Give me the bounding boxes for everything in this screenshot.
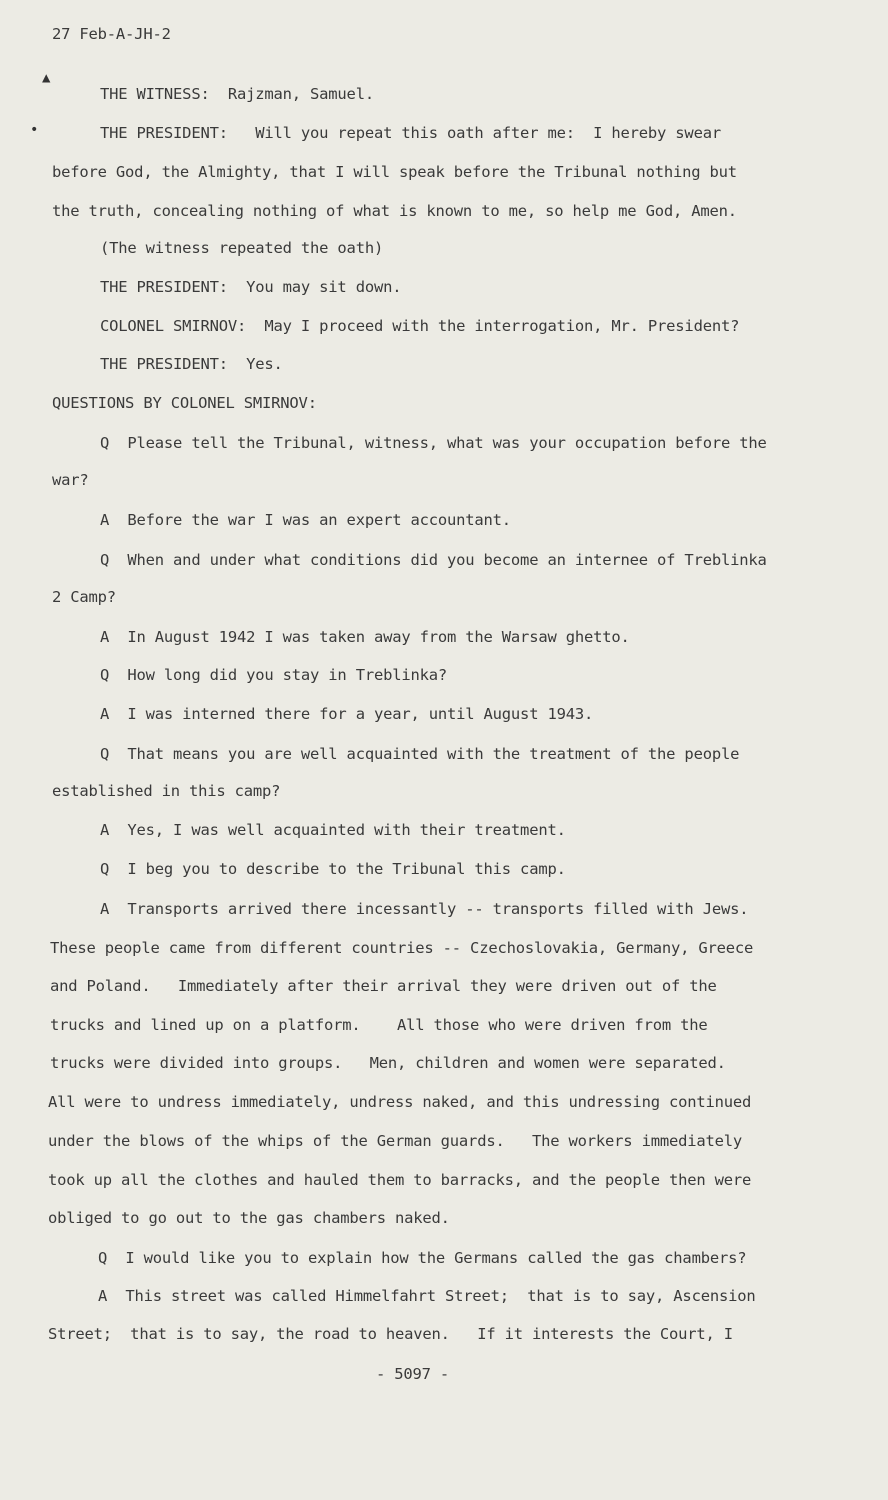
text-line: Q I beg you to describe to the Tribunal this camp. (100, 860, 566, 878)
margin-dot-icon: • (30, 122, 39, 138)
text-line: THE PRESIDENT: You may sit down. (100, 278, 402, 296)
text-line: trucks were divided into groups. Men, children and women were separated. (50, 1054, 726, 1072)
text-line: 2 Camp? (52, 588, 116, 606)
text-line: Q Please tell the Tribunal, witness, what was your occupation before the (100, 434, 767, 452)
text-line: Q When and under what conditions did you become an internee of Treblinka (100, 551, 767, 569)
text-line: These people came from different countries -- Czechoslovakia, Germany, Greece (50, 939, 754, 957)
page-id: 27 Feb-A-JH-2 (52, 25, 171, 43)
text-line: A I was interned there for a year, until August 1943. (100, 705, 594, 723)
text-line: Street; that is to say, the road to heaven. If it interests the Court, I (48, 1325, 733, 1343)
text-line: A In August 1942 I was taken away from the Warsaw ghetto. (100, 628, 630, 646)
section-heading: QUESTIONS BY COLONEL SMIRNOV: (52, 394, 317, 412)
text-line: COLONEL SMIRNOV: May I proceed with the interrogation, Mr. President? (100, 317, 740, 335)
text-line: the truth, concealing nothing of what is known to me, so help me God, Amen. (52, 202, 737, 220)
text-line: All were to undress immediately, undress naked, and this undressing continued (48, 1093, 752, 1111)
text-line: THE PRESIDENT: Will you repeat this oath after me: I hereby swear (100, 124, 721, 142)
text-line: A Before the war I was an expert accountant. (100, 511, 511, 529)
text-line: (The witness repeated the oath) (100, 239, 384, 257)
text-line: A Yes, I was well acquainted with their treatment. (100, 821, 566, 839)
text-line: THE PRESIDENT: Yes. (100, 355, 283, 373)
text-line: obliged to go out to the gas chambers naked. (48, 1209, 450, 1227)
text-line: THE WITNESS: Rajzman, Samuel. (100, 85, 374, 103)
text-line: A This street was called Himmelfahrt Street; that is to say, Ascension (98, 1287, 756, 1305)
text-line: under the blows of the whips of the German guards. The workers immediately (48, 1132, 743, 1150)
text-line: Q I would like you to explain how the Germans called the gas chambers? (98, 1249, 747, 1267)
text-line: took up all the clothes and hauled them to barracks, and the people then were (48, 1171, 752, 1189)
text-line: Q That means you are well acquainted with the treatment of the people (100, 745, 740, 763)
text-line: and Poland. Immediately after their arrival they were driven out of the (50, 977, 717, 995)
text-line: before God, the Almighty, that I will speak before the Tribunal nothing but (52, 163, 737, 181)
page-number: - 5097 - (376, 1365, 450, 1383)
text-line: trucks and lined up on a platform. All those who were driven from the (50, 1016, 708, 1034)
text-line: established in this camp? (52, 782, 281, 800)
margin-mark-icon: ▲ (42, 70, 51, 86)
text-line: Q How long did you stay in Treblinka? (100, 666, 448, 684)
text-line: war? (52, 471, 89, 489)
text-line: A Transports arrived there incessantly -- transports filled with Jews. (100, 900, 749, 918)
